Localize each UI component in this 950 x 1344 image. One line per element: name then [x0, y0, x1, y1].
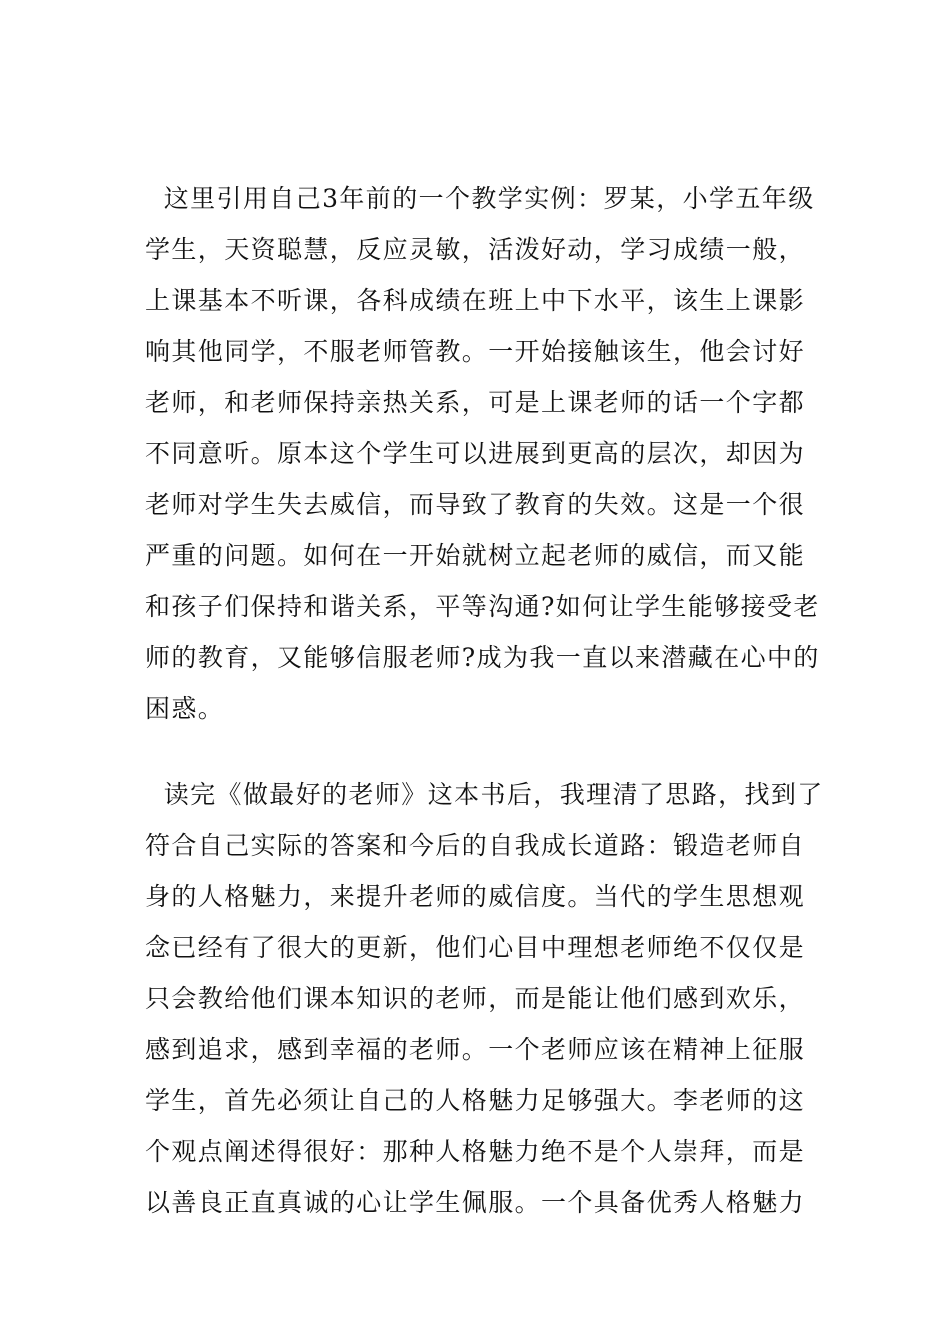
text-line: 身的人格魅力，来提升老师的威信度。当代的学生思想观 — [145, 882, 806, 911]
text-line: 符合自己实际的答案和今后的自我成长道路：锻造老师自 — [145, 831, 806, 860]
text-line: 个观点阐述得很好：那种人格魅力绝不是个人崇拜，而是 — [145, 1137, 806, 1166]
text-line: 学生，首先必须让自己的人格魅力足够强大。李老师的这 — [145, 1086, 806, 1115]
text-line: 读完《做最好的老师》这本书后，我理清了思路，找到了 — [145, 780, 824, 809]
text-line: 念已经有了很大的更新，他们心目中理想老师绝不仅仅是 — [145, 933, 806, 962]
text-line: 这里引用自己3年前的一个教学实例：罗某，小学五年级 — [145, 184, 815, 213]
text-line: 上课基本不听课，各科成绩在班上中下水平，该生上课影 — [145, 286, 806, 315]
text-line: 只会教给他们课本知识的老师，而是能让他们感到欢乐， — [145, 984, 806, 1013]
text-line: 响其他同学，不服老师管教。一开始接触该生，他会讨好 — [145, 337, 806, 366]
text-line: 和孩子们保持和谐关系，平等沟通?如何让学生能够接受老 — [145, 592, 820, 621]
text-line: 以善良正直真诚的心让学生佩服。一个具备优秀人格魅力 — [145, 1188, 806, 1217]
paragraph-1 — [145, 173, 820, 734]
text-line: 师的教育，又能够信服老师?成为我一直以来潜藏在心中的 — [145, 643, 820, 672]
text-line: 感到追求，感到幸福的老师。一个老师应该在精神上征服 — [145, 1035, 806, 1064]
text-line: 严重的问题。如何在一开始就树立起老师的威信，而又能 — [145, 541, 806, 570]
text-line: 不同意听。原本这个学生可以进展到更高的层次，却因为 — [145, 439, 806, 468]
text-line: 学生，天资聪慧，反应灵敏，活泼好动，学习成绩一般， — [145, 235, 806, 264]
text-line: 老师对学生失去威信，而导致了教育的失效。这是一个很 — [145, 490, 806, 519]
text-line: 老师，和老师保持亲热关系，可是上课老师的话一个字都 — [145, 388, 806, 417]
paragraph-2 — [145, 769, 824, 1228]
text-line: 困惑。 — [145, 694, 225, 723]
